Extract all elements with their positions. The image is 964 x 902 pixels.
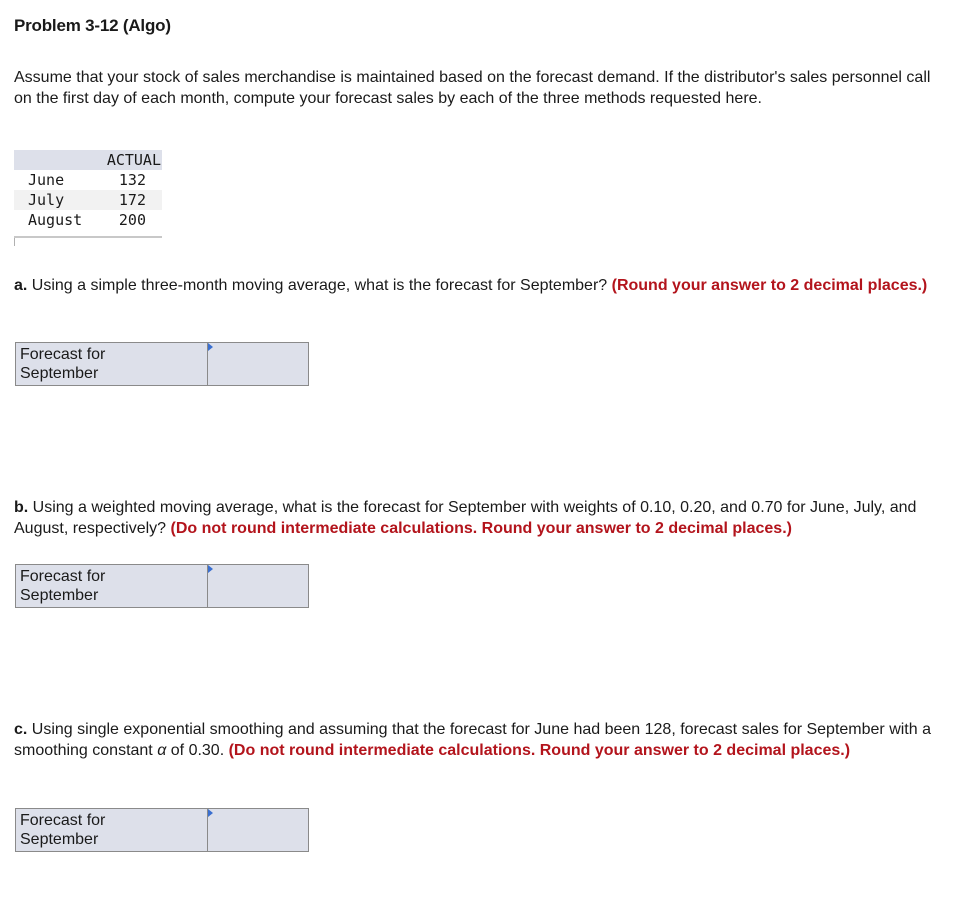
table-header: ACTUAL: [14, 150, 162, 170]
input-marker-icon: [208, 565, 213, 573]
value-cell: 200: [118, 211, 146, 229]
alpha-symbol: α: [157, 741, 167, 759]
month-cell: June: [28, 171, 65, 189]
answer-label-line: Forecast for: [20, 346, 106, 363]
question-c-note: (Do not round intermediate calculations. Round your answer to 2 decimal places.): [228, 741, 851, 759]
question-b-lead: b.: [14, 499, 29, 516]
answer-a-input[interactable]: [208, 343, 308, 385]
question-b: [14, 498, 949, 539]
question-b-note: (Do not round intermediate calculations. Round your answer to 2 decimal places.): [170, 519, 792, 537]
answer-label-line: Forecast for: [20, 812, 106, 829]
input-marker-icon: [208, 809, 213, 817]
answer-b-input[interactable]: [208, 565, 308, 607]
answer-label-line: September: [20, 365, 99, 382]
table-divider: [14, 238, 15, 246]
question-a: [14, 276, 949, 297]
question-a-lead: a.: [14, 277, 28, 294]
question-c-lead: c.: [14, 721, 28, 738]
answer-label-line: September: [20, 831, 99, 848]
answer-a-row: [15, 342, 309, 386]
question-c-text-after: of 0.30.: [166, 741, 229, 759]
table-row: [14, 190, 162, 210]
actual-sales-table: [14, 150, 162, 238]
answer-a-label: [16, 343, 208, 385]
answer-b-cell[interactable]: [208, 565, 308, 607]
question-b-text: Using a weighted moving average, what is the forecast for September with weights of 0.10, 0.20, and 0.70 for June, July, and August, respectively?: [14, 499, 917, 537]
table-row: [14, 210, 162, 230]
question-a-text: Using a simple three-month moving average, what is the forecast for September?: [27, 277, 612, 294]
answer-c-cell[interactable]: [208, 809, 308, 851]
problem-title: Problem 3-12 (Algo): [14, 16, 171, 35]
answer-b-label: [16, 565, 208, 607]
question-c: [14, 720, 949, 761]
answer-c-label: [16, 809, 208, 851]
question-c-text: Using single exponential smoothing and assuming that the forecast for June had been 128, forecast sales for September with a smoothing constant: [14, 721, 931, 759]
answer-label-line: Forecast for: [20, 568, 106, 585]
answer-a-cell[interactable]: [208, 343, 308, 385]
problem-intro: Assume that your stock of sales merchandise is maintained based on the forecast demand. If the distributor's sales personnel call on the first day of each month, compute your forecast sales by each of the three methods requested here.: [14, 69, 931, 107]
input-marker-icon: [208, 343, 213, 351]
answer-b-row: [15, 564, 309, 608]
answer-c-row: [15, 808, 309, 852]
value-cell: 172: [118, 191, 146, 209]
question-a-note: (Round your answer to 2 decimal places.): [611, 277, 928, 294]
value-cell: 132: [118, 171, 146, 189]
answer-label-line: September: [20, 587, 99, 604]
table-row: [14, 170, 162, 190]
answer-c-input[interactable]: [208, 809, 308, 851]
month-cell: August: [28, 211, 83, 229]
month-cell: July: [28, 191, 65, 209]
